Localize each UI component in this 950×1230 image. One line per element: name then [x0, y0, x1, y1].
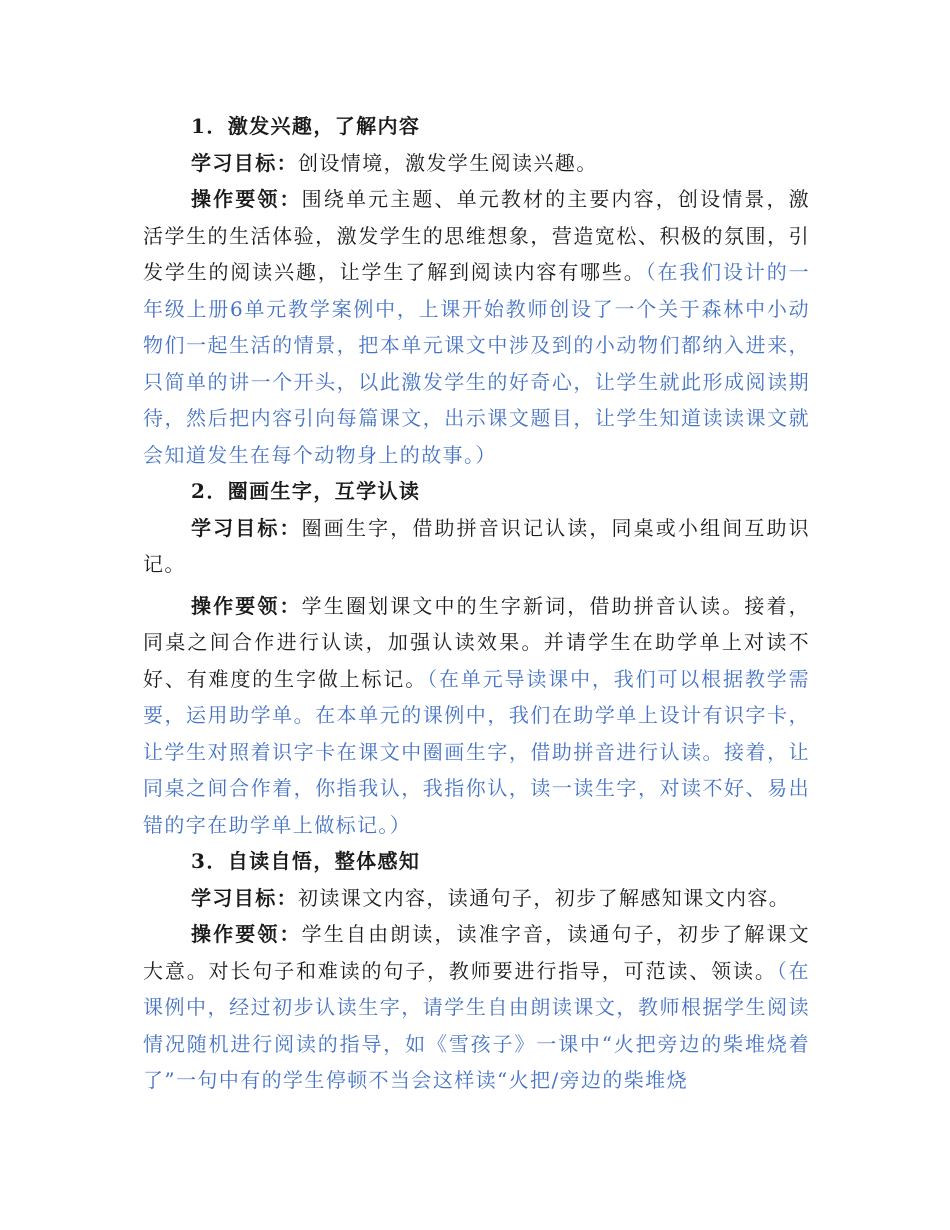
section-2-method [143, 588, 810, 844]
document-body [143, 108, 810, 1099]
section-2-goal-label: 学习目标： [191, 515, 302, 540]
section-2-goal-text: 圈画生字，借助拼音识记认读，同桌或小组间互助识记。 [143, 515, 811, 576]
section-2-method-label: 操作要领： [191, 593, 302, 618]
section-1-method-text: 围绕单元主题、单元教材的主要内容，创设情景，激活学生的生活体验，激发学生的思维想象，营造宽松、积极的氛围，引发学生的阅读兴趣，让学生了解到阅读内容有哪些。 [143, 187, 811, 284]
section-3-goal [143, 880, 810, 917]
section-3-example: （在课例中，经过初步认读生字，请学生自由朗读课文，教师根据学生阅读情况随机进行阅读的指导，如《雪孩子》一课中“火把旁边的柴堆烧着了”一句中有的学生停顿不当会这样读“火把/旁边的柴堆烧 [143, 958, 810, 1092]
section-1-goal-label: 学习目标： [191, 150, 298, 175]
section-1-method [143, 181, 810, 473]
section-2-heading: 2．圈画生字，互学认读 [191, 479, 421, 503]
section-1-method-label: 操作要领： [191, 187, 302, 211]
section-2-goal [143, 510, 810, 583]
section-1-goal [143, 145, 810, 182]
section-3-heading: 3．自读自悟，整体感知 [191, 849, 421, 873]
section-3-goal-text: 初读课文内容，读通句子，初步了解感知课文内容。 [298, 885, 791, 910]
section-2-method-text: 学生圈划课文中的生字新词，借助拼音认读。接着，同桌之间合作进行认读，加强认读效果。并请学生在助学单上对读不好、有难度的生字做上标记。 [143, 593, 811, 691]
section-1-example: （在我们设计的一年级上册6单元教学案例中，上课开始教师创设了一个关于森林中小动物们一起生活的情景，把本单元课文中涉及到的小动物们都纳入进来，只简单的讲一个开头，以此激发学生的好奇心，让学生就此形成阅读期待，然后把内容引向每篇课文，出示课文题目，让学生知道读读课文就会知道发生在每个动物身上的故事。） [143, 260, 810, 467]
section-2-example: （在单元导读课中，我们可以根据教学需要，运用助学单。在本单元的课例中，我们在助学单上设计有识字卡，让学生对照着识字卡在课文中圈画生字，借助拼音进行认读。接着，让同桌之间合作着，你指我认，我指你认，读一读生字，对读不好、易出错的字在助学单上做标记。） [143, 666, 810, 837]
section-1-heading: 1．激发兴趣，了解内容 [191, 114, 421, 138]
section-3-method-text: 学生自由朗读，读准字音，读通句子，初步了解课文大意。对长句子和难读的句子，教师要进行指导，可范读、领读。 [143, 922, 811, 983]
section-3-method-label: 操作要领： [191, 922, 302, 946]
section-1-goal-text: 创设情境，激发学生阅读兴趣。 [298, 150, 598, 175]
section-3-goal-label: 学习目标： [191, 885, 298, 910]
section-3-method [143, 916, 810, 1099]
